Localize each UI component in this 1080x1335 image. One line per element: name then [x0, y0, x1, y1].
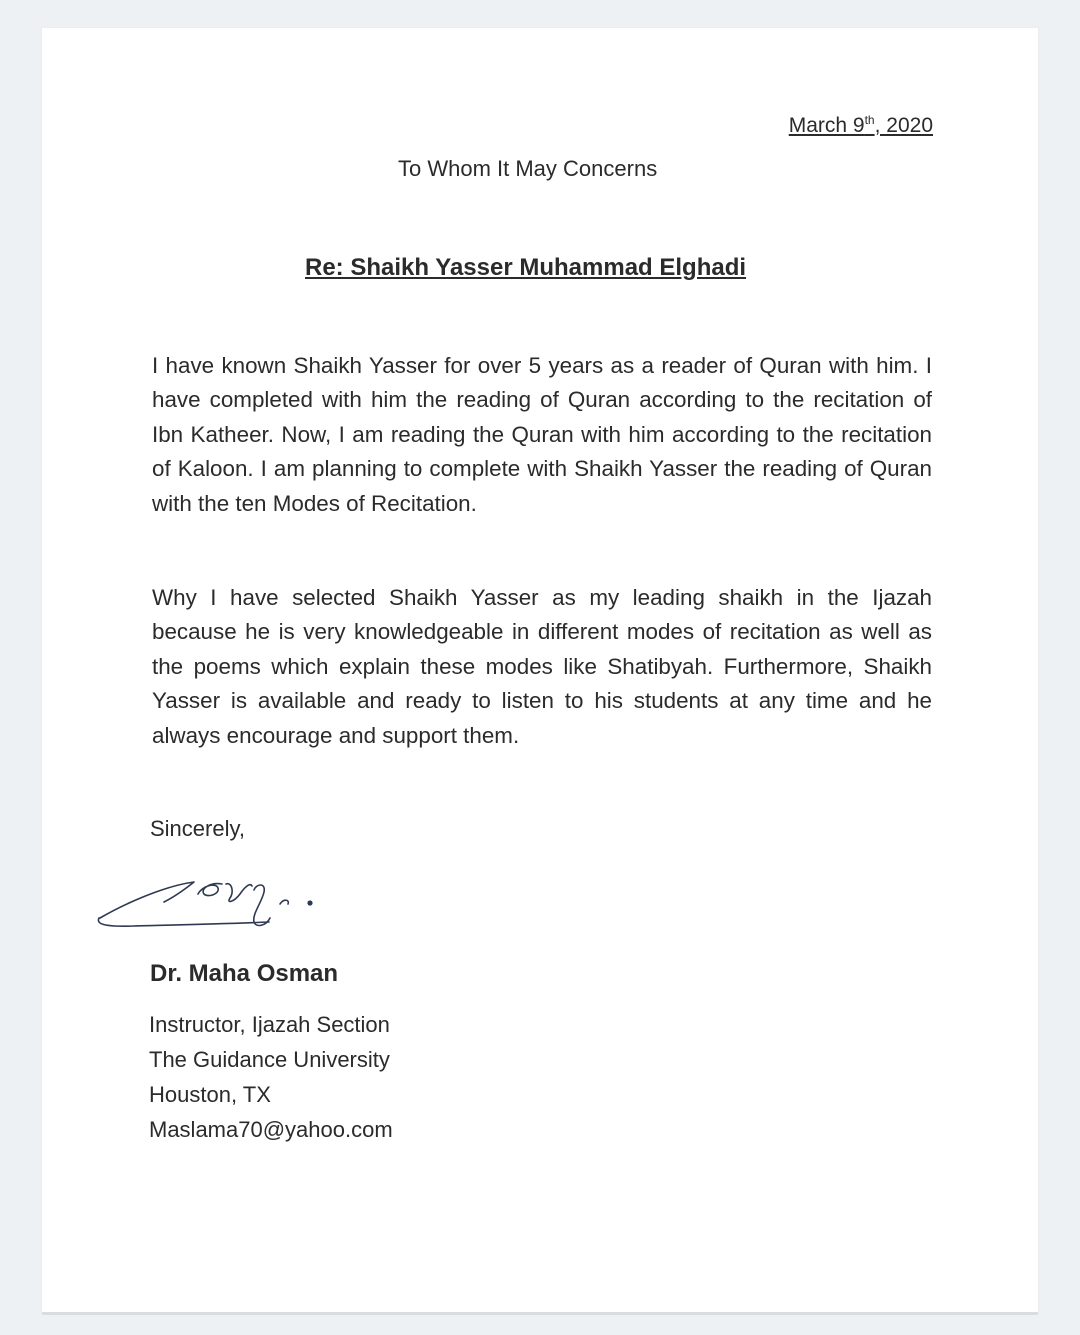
letter-page: [42, 28, 1038, 1314]
handwritten-signature-icon: [94, 864, 334, 944]
signer-organization: The Guidance University: [149, 1047, 390, 1072]
salutation: To Whom It May Concerns: [398, 156, 658, 181]
date-month-day: March 9: [788, 114, 865, 137]
signer-title: Instructor, Ijazah Section: [149, 1012, 390, 1037]
body-paragraph-1: I have known Shaikh Yasser for over 5 years as a reader of Quran with him. I have completed with him the reading of Quran according to the recitation of Ibn Katheer. Now, I am reading the Quran with him according to the recitation of Kaloon. I am planning to complete with Shaikh Yasser the reading of Quran with the ten Modes of Recitation.: [152, 353, 932, 516]
signer-location: Houston, TX: [149, 1082, 271, 1107]
signer-name: Dr. Maha Osman: [150, 960, 339, 987]
subject-line: Re: Shaikh Yasser Muhammad Elghadi: [305, 254, 747, 281]
letter-date: [789, 114, 933, 138]
date-year: , 2020: [874, 114, 933, 137]
signer-email: Maslama70@yahoo.com: [149, 1117, 393, 1142]
page-edge-divider: [42, 1312, 1038, 1315]
closing: Sincerely,: [150, 816, 245, 841]
body-paragraph-2: Why I have selected Shaikh Yasser as my leading shaikh in the Ijazah because he is very knowledgeable in different modes of recitation as well as the poems which explain these modes like Shatibyah. Furthermore, Shaikh Yasser is available and ready to listen to his students at any time and he always encourage and support them.: [152, 585, 932, 748]
signer-details: [149, 1007, 393, 1147]
date-day-suffix: th: [864, 113, 875, 127]
